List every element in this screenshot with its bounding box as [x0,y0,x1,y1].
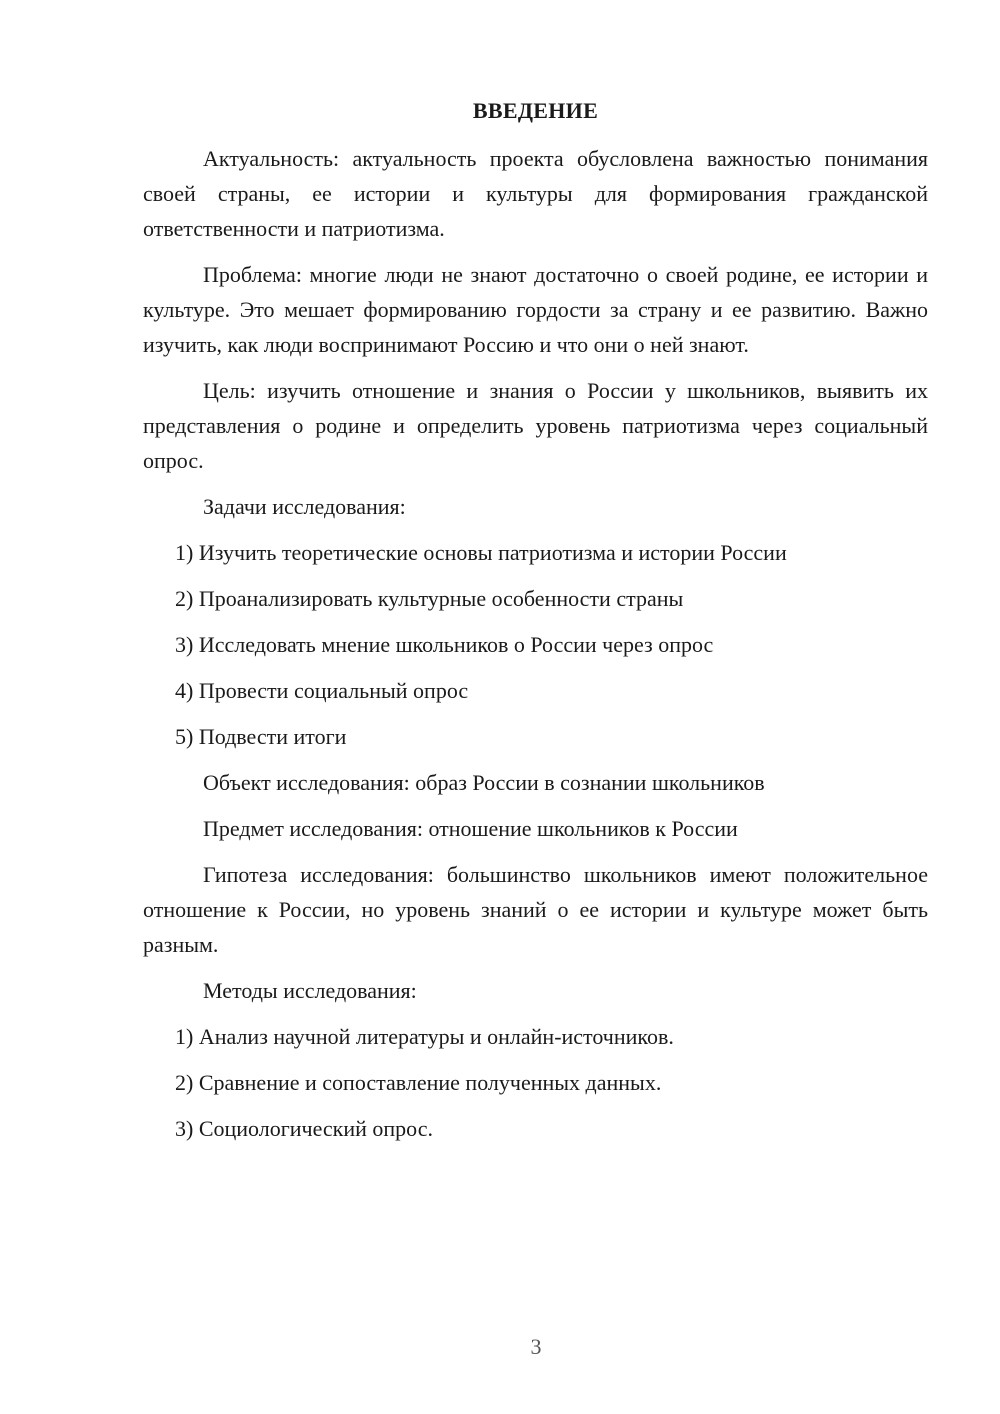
research-object: Объект исследования: образ России в сознании школьников [203,770,765,795]
page-number: 3 [530,1334,542,1359]
task-item: 1) Изучить теоретические основы патриотизма и истории России [175,540,787,565]
problem-paragraph: Проблема: многие люди не знают достаточно о своей родине, ее истории и культуре. Это мешает формированию гордости за страну и ее развитию. Важно изучить, как люди воспринимают Россию и что они о ней знают. [143,262,928,357]
method-item: 3) Социологический опрос. [175,1116,433,1141]
hypothesis-paragraph: Гипотеза исследования: большинство школьников имеют положительное отношение к России, но уровень знаний о ее истории и культуре может быть разным. [143,862,928,957]
relevance-paragraph: Актуальность: актуальность проекта обусловлена важностью понимания своей страны, ее истории и культуры для формирования гражданской ответственности и патриотизма. [143,146,928,241]
tasks-heading: Задачи исследования: [203,494,406,519]
task-item: 5) Подвести итоги [175,724,347,749]
method-item: 2) Сравнение и сопоставление полученных данных. [175,1070,662,1095]
research-subject: Предмет исследования: отношение школьников к России [203,816,738,841]
task-item: 2) Проанализировать культурные особенности страны [175,586,684,611]
document-body [143,141,928,1157]
page-title: ВВЕДЕНИЕ [472,98,599,123]
method-item: 1) Анализ научной литературы и онлайн-источников. [175,1024,674,1049]
task-item: 4) Провести социальный опрос [175,678,469,703]
methods-heading: Методы исследования: [203,978,417,1003]
task-item: 3) Исследовать мнение школьников о России через опрос [175,632,714,657]
goal-paragraph: Цель: изучить отношение и знания о России у школьников, выявить их представления о родине и определить уровень патриотизма через социальный опрос. [143,378,928,473]
